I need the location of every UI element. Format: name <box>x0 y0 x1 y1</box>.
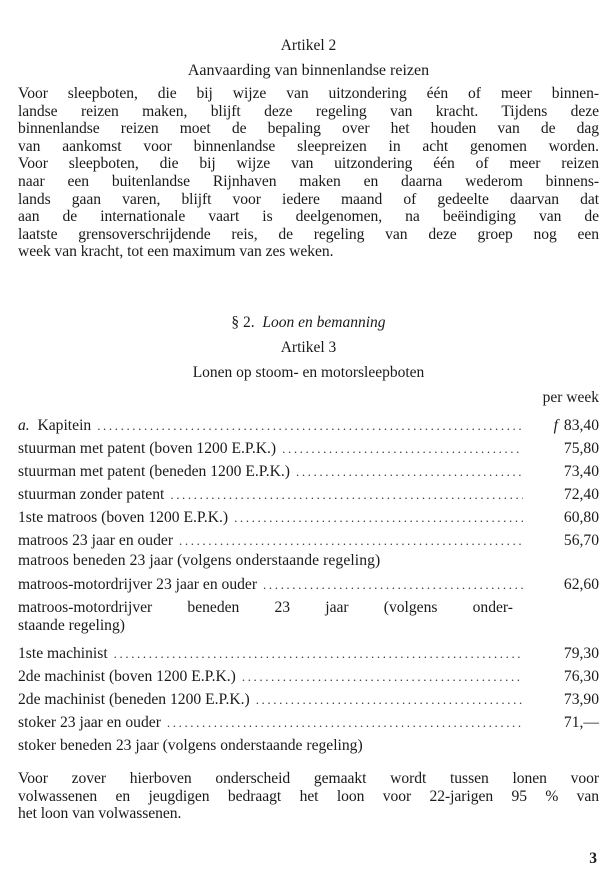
article-3-title: Artikel 3 <box>280 339 337 356</box>
table-row <box>18 417 599 435</box>
text-line: Voor sleepboten, die bij wijze van uitzondering één of meer reizen <box>18 155 599 173</box>
row-label: stuurman met patent (beneden 1200 E.P.K.) <box>18 463 290 480</box>
leader-dots <box>170 486 523 504</box>
table-row <box>18 463 599 481</box>
leader-dots <box>97 417 523 435</box>
table-row <box>18 440 599 458</box>
row-label: staande regeling) <box>18 617 125 634</box>
row-value: 79,30 <box>563 645 599 662</box>
text-line: lands gaan varen, blijft voor iedere maand of gedeelte daarvan dat <box>18 190 599 208</box>
article-3-subtitle: Lonen op stoom- en motorsleepboten <box>192 364 425 381</box>
leader-dots <box>282 440 523 458</box>
table-row <box>18 509 599 527</box>
row-label: stuurman met patent (boven 1200 E.P.K.) <box>18 440 277 457</box>
row-value: 76,30 <box>563 668 599 685</box>
leader-dots <box>114 645 523 663</box>
text-line: laatste grensoverschrijdende reis, de regeling van deze groep nog een <box>18 225 599 243</box>
leader-dots <box>263 576 523 594</box>
row-label: matroos-motordrijver 23 jaar en ouder <box>18 576 258 593</box>
table-row <box>18 599 513 617</box>
row-label: 1ste machinist <box>18 645 108 662</box>
text-line: het loon van volwassenen. <box>18 805 182 823</box>
table-row <box>18 576 599 594</box>
text-line: week van kracht, tot een maximum van zes weken. <box>18 243 334 261</box>
table-row <box>18 668 599 686</box>
article-2-title: Artikel 2 <box>280 37 337 54</box>
row-value: 62,60 <box>563 576 599 593</box>
row-value: 72,40 <box>563 486 599 503</box>
row-value: 60,80 <box>563 509 599 526</box>
leader-dots <box>242 668 523 686</box>
article-3-note <box>18 770 599 823</box>
row-label: matroos beneden 23 jaar (volgens onderstaande regeling) <box>18 552 381 569</box>
leader-dots <box>256 691 523 709</box>
table-row <box>18 737 599 755</box>
table-row <box>18 532 599 550</box>
row-value: 75,80 <box>563 440 599 457</box>
article-2-subtitle: Aanvaarding van binnenlandse reizen <box>187 62 430 79</box>
leader-dots <box>167 714 523 732</box>
row-value: f 83,40 <box>553 417 599 434</box>
text-line: Voor sleepboten, die bij wijze van uitzondering één of meer binnen- <box>18 85 599 102</box>
row-label: stoker beneden 23 jaar (volgens onderstaande regeling) <box>18 737 363 754</box>
table-row-continuation <box>18 617 599 635</box>
column-header-per-week: per week <box>542 389 599 406</box>
text-line: volwassenen en jeugdigen bedraagt het loon voor 22-jarigen 95 % van <box>18 787 599 805</box>
section-heading <box>18 314 599 332</box>
row-label: 2de machinist (beneden 1200 E.P.K.) <box>18 691 250 708</box>
row-label: stoker 23 jaar en ouder <box>18 714 161 731</box>
article-2-body <box>18 85 599 261</box>
table-row <box>18 714 599 732</box>
row-value: 73,90 <box>563 691 599 708</box>
table-row <box>18 552 599 570</box>
leader-dots <box>179 532 523 550</box>
text-line: Voor zover hierboven onderscheid gemaakt wordt tussen lonen voor <box>18 770 599 787</box>
row-label: matroos 23 jaar en ouder <box>18 532 174 549</box>
row-value: 71,— <box>563 714 599 731</box>
table-row <box>18 486 599 504</box>
row-label: stuurman zonder patent <box>18 486 165 503</box>
text-line: aan de internationale vaart is deelgenomen, na beëindiging van de <box>18 208 599 226</box>
row-value: 73,40 <box>563 463 599 480</box>
row-value: 56,70 <box>563 532 599 549</box>
leader-dots <box>296 463 523 481</box>
text-line: landse reizen maken, blijft deze regeling van kracht. Tijdens deze <box>18 102 599 120</box>
row-label: a. Kapitein <box>18 417 92 434</box>
row-label: 1ste matroos (boven 1200 E.P.K.) <box>18 509 229 526</box>
text-line: van aankomst voor binnenlandse sleepreizen in acht genomen worden. <box>18 137 599 155</box>
table-row <box>18 645 599 663</box>
row-label: 2de machinist (boven 1200 E.P.K.) <box>18 668 236 685</box>
leader-dots <box>234 509 523 527</box>
page-number: 3 <box>589 850 597 867</box>
table-row <box>18 691 599 709</box>
row-label: matroos-motordrijver beneden 23 jaar (volgens onder- <box>18 599 513 616</box>
text-line: naar een buitenlandse Rijnhaven maken en daarna wederom binnens- <box>18 172 599 190</box>
section-mark: § 2. <box>231 314 255 331</box>
section-title: Loon en bemanning <box>262 314 386 331</box>
text-line: binnenlandse reizen moet de bepaling over het houden van de dag <box>18 120 599 138</box>
